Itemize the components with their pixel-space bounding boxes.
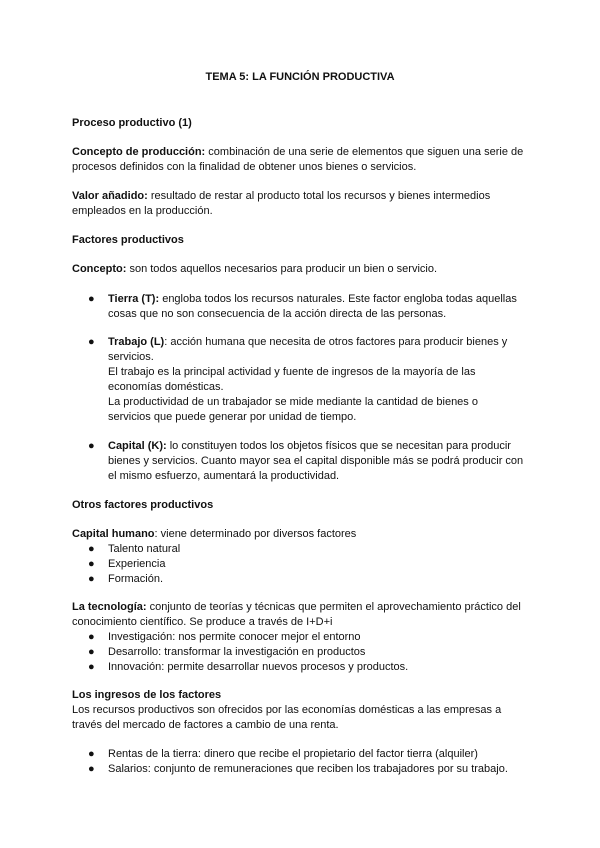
list-item-line: cosas que no son consecuencia de la acción directa de las personas. (108, 308, 447, 320)
section-heading-ingresos: Los ingresos de los factores (72, 689, 222, 701)
bullet-icon: ● (88, 661, 95, 673)
list-item: Desarrollo: transformar la investigación en productos (108, 646, 366, 658)
paragraph-ingresos: Los recursos productivos son ofrecidos por las economías domésticas a las empresas a (72, 704, 502, 716)
list-item-line: servicios que puede generar por unidad de tiempo. (108, 411, 357, 423)
paragraph-valor-anadido: Valor añadido: resultado de restar al producto total los recursos y bienes intermedios (72, 190, 491, 202)
bullet-icon: ● (88, 558, 95, 570)
paragraph-line: empleados en la producción. (72, 205, 213, 217)
bullet-icon: ● (88, 763, 95, 775)
list-item-capital: Capital (K): lo constituyen todos los objetos físicos que se necesitan para producir (108, 440, 511, 452)
bullet-icon: ● (88, 336, 95, 348)
paragraph-concepto: Concepto: son todos aquellos necesarios para producir un bien o servicio. (72, 263, 438, 275)
list-item-line: La productividad de un trabajador se mide mediante la cantidad de bienes o (108, 396, 478, 408)
bullet-icon: ● (88, 293, 95, 305)
list-item-tierra: Tierra (T): engloba todos los recursos naturales. Este factor engloba todas aquellas (108, 293, 517, 305)
list-item-line: economías domésticas. (108, 381, 224, 393)
list-item: Experiencia (108, 558, 166, 570)
list-item: Salarios: conjunto de remuneraciones que reciben los trabajadores por su trabajo. (108, 763, 508, 775)
list-item: Rentas de la tierra: dinero que recibe el propietario del factor tierra (alquiler) (108, 748, 478, 760)
section-heading-otros: Otros factores productivos (72, 499, 214, 511)
paragraph-line: conocimiento científico. Se produce a través de I+D+i (72, 616, 333, 628)
bullet-icon: ● (88, 440, 95, 452)
paragraph-capital-humano: Capital humano: viene determinado por diversos factores (72, 528, 357, 540)
bullet-icon: ● (88, 573, 95, 585)
list-item-line: bienes y servicios. Cuanto mayor sea el capital disponible más se podrá producir con (108, 455, 524, 467)
list-item-line: el mismo esfuerzo, aumentará la productividad. (108, 470, 340, 482)
list-item-trabajo: Trabajo (L): acción humana que necesita de otros factores para producir bienes y (108, 336, 508, 348)
section-heading-factores: Factores productivos (72, 234, 184, 246)
bullet-icon: ● (88, 543, 95, 555)
bullet-icon: ● (88, 631, 95, 643)
list-item-line: El trabajo es la principal actividad y fuente de ingresos de la mayoría de las (108, 366, 476, 378)
bullet-icon: ● (88, 646, 95, 658)
bullet-icon: ● (88, 748, 95, 760)
list-item-line: servicios. (108, 351, 154, 363)
list-item: Innovación: permite desarrollar nuevos procesos y productos. (108, 661, 409, 673)
paragraph-tecnologia: La tecnología: conjunto de teorías y técnicas que permiten el aprovechamiento práctico del (72, 601, 521, 613)
list-item: Talento natural (108, 543, 181, 555)
paragraph-line: procesos definidos con la finalidad de obtener unos bienes o servicios. (72, 161, 417, 173)
list-item: Formación. (108, 573, 164, 585)
paragraph-line: través del mercado de factores a cambio de una renta. (72, 719, 339, 731)
list-item: Investigación: nos permite conocer mejor el entorno (108, 631, 361, 643)
paragraph-concepto-produccion: Concepto de producción: combinación de una serie de elementos que siguen una serie de (72, 146, 524, 158)
page-title: TEMA 5: LA FUNCIÓN PRODUCTIVA (205, 71, 395, 83)
section-heading-proceso: Proceso productivo (1) (72, 117, 192, 129)
